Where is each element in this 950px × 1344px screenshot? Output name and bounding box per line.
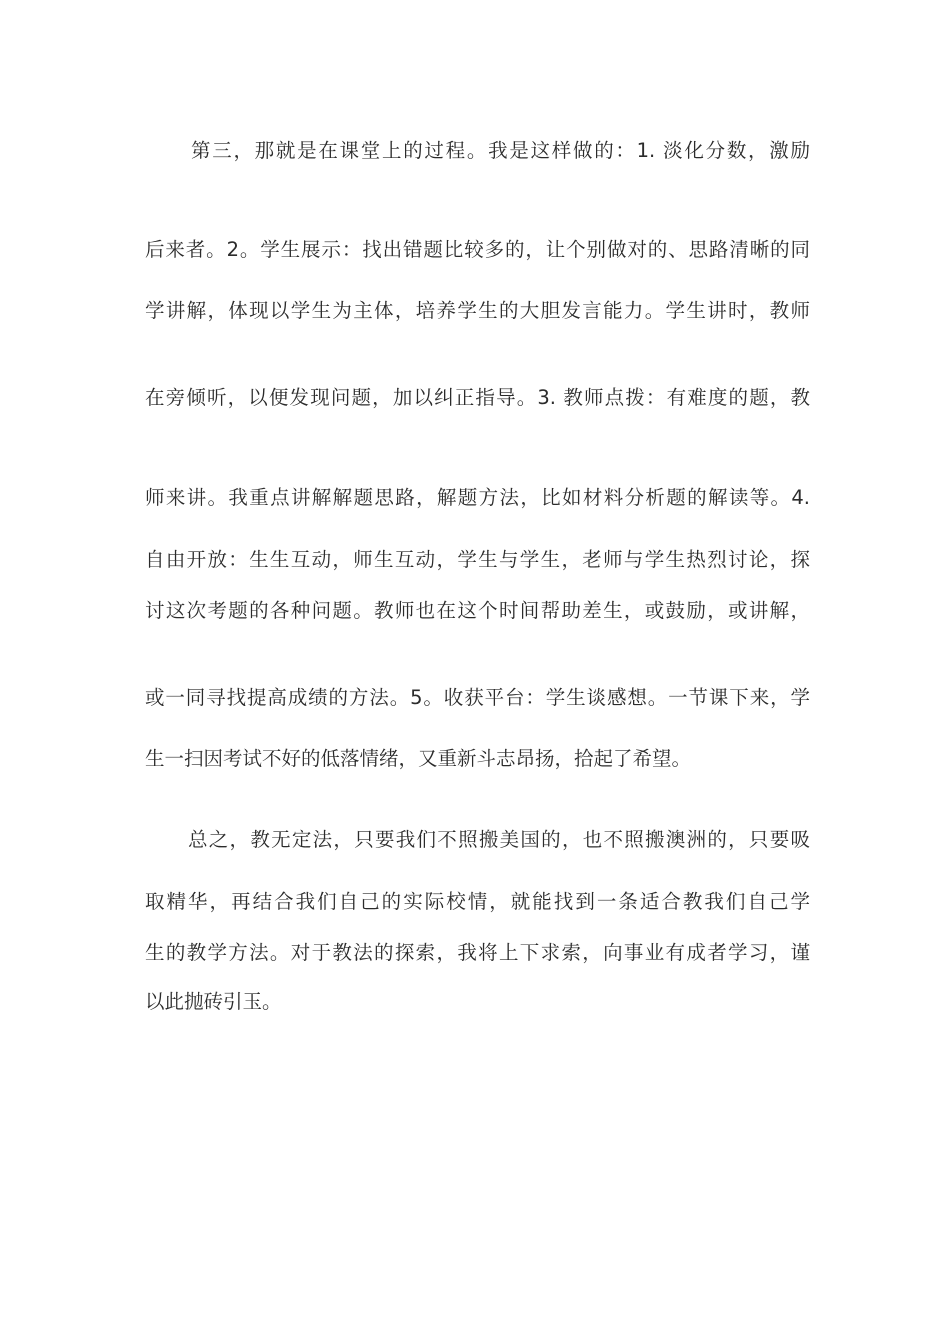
- paragraph-2-line-4: 以此抛砖引玉。: [145, 990, 282, 1013]
- paragraph-1-line-6: 自由开放：生生互动，师生互动，学生与学生，老师与学生热烈讨论，探: [145, 548, 810, 571]
- paragraph-2-line-2: 取精华，再结合我们自己的实际校情，就能找到一条适合教我们自己学: [145, 890, 810, 913]
- paragraph-1-line-5: 师来讲。我重点讲解解题思路，解题方法，比如材料分析题的解读等。4.: [145, 486, 810, 509]
- paragraph-1-line-3: 学讲解，体现以学生为主体，培养学生的大胆发言能力。学生讲时，教师: [145, 299, 810, 322]
- paragraph-2-line-3: 生的教学方法。对于教法的探索，我将上下求索，向事业有成者学习，谨: [145, 941, 810, 964]
- paragraph-1-line-2: 后来者。2。学生展示：找出错题比较多的，让个别做对的、思路清晰的同: [145, 238, 810, 261]
- paragraph-1-line-9: 生一扫因考试不好的低落情绪，又重新斗志昂扬，拾起了希望。: [145, 747, 692, 770]
- paragraph-2-line-1: 总之，教无定法，只要我们不照搬美国的，也不照搬澳洲的，只要吸: [188, 828, 810, 851]
- paragraph-1-line-8: 或一同寻找提高成绩的方法。5。收获平台：学生谈感想。一节课下来，学: [145, 686, 810, 709]
- paragraph-1-line-7: 讨这次考题的各种问题。教师也在这个时间帮助差生，或鼓励，或讲解，: [145, 599, 810, 622]
- paragraph-1-line-4: 在旁倾听，以便发现问题，加以纠正指导。3. 教师点拨：有难度的题，教: [145, 386, 810, 409]
- paragraph-1-line-1: 第三，那就是在课堂上的过程。我是这样做的：1. 淡化分数，激励: [191, 139, 810, 162]
